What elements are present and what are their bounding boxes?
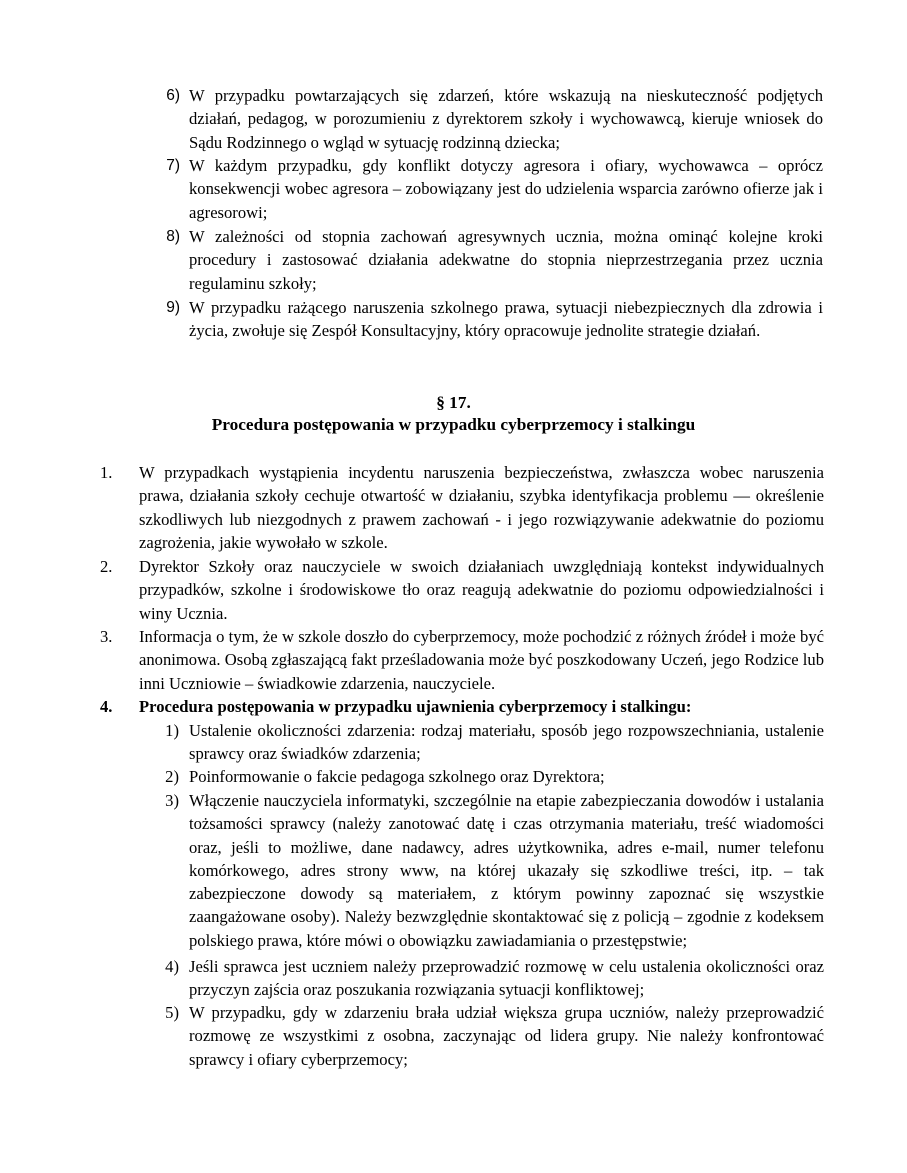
list-item-number: 9) [166, 299, 180, 316]
list-item-text: Ustalenie okoliczności zdarzenia: rodzaj materiału, sposób jego rozpowszechniania, ustalenie sprawcy oraz świadków zdarzenia; [189, 721, 824, 764]
list-item-text: W zależności od stopnia zachowań agresywnych ucznia, można ominąć kolejne kroki procedury i zastosować działania adekwatne do stopnia nieprzestrzegania przez ucznia regulaminu szkoły; [189, 227, 823, 293]
list-item-number: 5) [165, 1003, 179, 1022]
procedure-heading: Procedura postępowania w przypadku ujawnienia cyberprzemocy i stalkingu: [139, 697, 692, 716]
list-item-number: 3) [165, 791, 179, 810]
list-item-text: W przypadku powtarzających się zdarzeń, które wskazują na nieskuteczność podjętych działań, pedagog, w porozumieniu z dyrektorem szkoły i wychowawcą, kieruje wniosek do Sądu Rodzinnego o wgląd w sytuację rodzinną dziecka; [189, 86, 823, 152]
list-item-text: Informacja o tym, że w szkole doszło do cyberprzemocy, może pochodzić z różnych źródeł i może być anonimowa. Osobą zgłaszającą fakt prześladowania może być poszkodowany Uczeń, jego Rodzice lub inni Uczniowie – świadkowie zdarzenia, nauczyciele. [139, 627, 824, 693]
list-item-number: 6) [166, 87, 180, 104]
list-item-text: W przypadku, gdy w zdarzeniu brała udział większa grupa uczniów, należy przeprowadzić rozmowę ze wszystkimi z osobna, zaczynając od lidera grupy. Nie należy konfrontować sprawcy i ofiary cyberprzemocy; [189, 1003, 824, 1069]
list-item-text: Dyrektor Szkoły oraz nauczyciele w swoich działaniach uwzględniają kontekst indywidualnych przypadków, szkolne i środowiskowe tło oraz reagują adekwatnie do poziomu odpowiedzialności i winy Ucznia. [139, 557, 824, 623]
list-item-number: 4. [100, 697, 113, 716]
section-title: Procedura postępowania w przypadku cyberprzemocy i stalkingu [211, 415, 696, 434]
list-item-number: 8) [166, 228, 180, 245]
list-item-number: 1. [100, 463, 113, 482]
list-item-number: 2) [165, 767, 179, 786]
list-item-number: 3. [100, 627, 113, 646]
list-item-text: W przypadkach wystąpienia incydentu naruszenia bezpieczeństwa, zwłaszcza wobec naruszenia prawa, działania szkoły cechuje otwartość w działaniu, szybka identyfikacja problemu — określenie szkodliwych lub niezgodnych z prawem zachowań - i jego rozwiązywanie adekwatnie do poziomu zagrożenia, jakie wywołało w szkole. [139, 463, 824, 552]
list-item-text: W każdym przypadku, gdy konflikt dotyczy agresora i ofiary, wychowawca – oprócz konsekwencji wobec agresora – zobowiązany jest do udzielenia wsparcia zarówno ofierze jak i agresorowi; [189, 156, 823, 222]
list-item-text: Włączenie nauczyciela informatyki, szczególnie na etapie zabezpieczania dowodów i ustalania tożsamości sprawcy (należy zanotować datę i czas otrzymania materiału, treść wiadomości oraz, jeśli to możliwe, dane nadawcy, adres użytkownika, adres e-mail, numer telefonu komórkowego, adres strony www, na której ukazały się szkodliwe treści, itp. – tak zabezpieczone dowody są materiałem, z którym powinny zapoznać się wszystkie zaangażowane osoby). Należy bezwzględnie skontaktować się z policją – zgodnie z kodeksem polskiego prawa, które mówi o obowiązku zawiadamiania o przestępstwie; [189, 791, 824, 950]
list-item-text: Jeśli sprawca jest uczniem należy przeprowadzić rozmowę w celu ustalenia okoliczności oraz przyczyn zajścia oraz poszukania rozwiązania sytuacji konfliktowej; [189, 957, 824, 1000]
list-item-number: 4) [165, 957, 179, 976]
list-item-text: W przypadku rażącego naruszenia szkolnego prawa, sytuacji niebezpiecznych dla zdrowia i życia, zwołuje się Zespół Konsultacyjny, który opracowuje jednolite strategie działań. [189, 298, 823, 341]
list-item-number: 1) [165, 721, 179, 740]
list-item-number: 7) [166, 157, 180, 174]
section-number: § 17. [436, 393, 471, 412]
list-item-text: Poinformowanie o fakcie pedagoga szkolnego oraz Dyrektora; [189, 767, 605, 786]
list-item-number: 2. [100, 557, 113, 576]
